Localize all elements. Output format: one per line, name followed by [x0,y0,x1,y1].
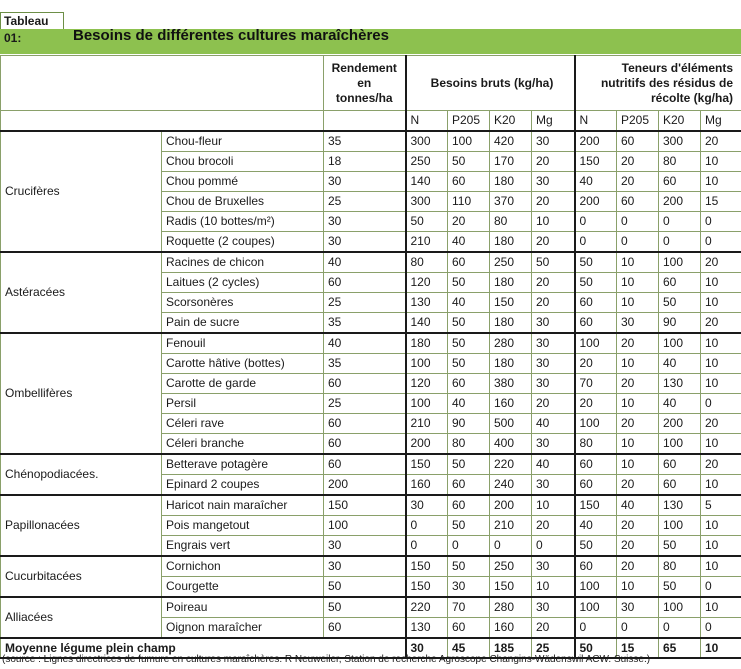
header-teneurs: Teneurs d'éléments nutritifs des résidus de récolte (kg/ha) [575,56,741,111]
value-cell: 0 [490,536,532,557]
rendement-cell: 30 [324,212,406,232]
value-cell: 30 [532,131,575,152]
family-cell: Cucurbitacées [1,556,162,597]
value-cell: 20 [617,516,659,536]
value-cell: 50 [659,536,701,557]
value-cell: 10 [532,577,575,598]
value-cell: 30 [406,495,448,516]
rendement-cell: 40 [324,333,406,354]
rendement-cell: 30 [324,172,406,192]
value-cell: 20 [617,374,659,394]
value-cell: 160 [490,394,532,414]
value-cell: 20 [532,618,575,639]
average-value-cell: 45 [448,638,490,658]
value-cell: 100 [575,333,617,354]
family-cell: Papillonacées [1,495,162,556]
value-cell: 50 [659,577,701,598]
value-cell: 60 [659,454,701,475]
culture-cell: Céleri rave [162,414,324,434]
value-cell: 60 [448,475,490,496]
average-value-cell: 185 [490,638,532,658]
culture-cell: Oignon maraîcher [162,618,324,639]
rendement-cell: 25 [324,192,406,212]
culture-cell: Pain de sucre [162,313,324,334]
culture-cell: Chou brocoli [162,152,324,172]
average-value-cell: 10 [701,638,741,658]
value-cell: 30 [532,556,575,577]
value-cell: 80 [406,252,448,273]
value-cell: 0 [575,232,617,253]
value-cell: 40 [659,354,701,374]
value-cell: 0 [659,232,701,253]
value-cell: 300 [406,192,448,212]
subheader-p205: P205 [448,111,490,132]
value-cell: 130 [659,374,701,394]
value-cell: 20 [617,536,659,557]
value-cell: 50 [575,273,617,293]
rendement-cell: 150 [324,495,406,516]
value-cell: 40 [617,495,659,516]
rendement-cell: 60 [324,434,406,455]
value-cell: 50 [575,536,617,557]
table-row [1,333,741,354]
value-cell: 10 [617,273,659,293]
value-cell: 20 [532,394,575,414]
value-cell: 180 [490,273,532,293]
value-cell: 100 [406,354,448,374]
value-cell: 400 [490,434,532,455]
value-cell: 150 [490,577,532,598]
value-cell: 60 [659,475,701,496]
culture-cell: Betterave potagère [162,454,324,475]
value-cell: 0 [701,618,741,639]
subheader-p205: P205 [617,111,659,132]
rendement-cell: 25 [324,394,406,414]
table-row [1,252,741,273]
value-cell: 90 [659,313,701,334]
table-row [1,597,741,618]
value-cell: 30 [532,475,575,496]
value-cell: 10 [701,293,741,313]
value-cell: 10 [701,556,741,577]
value-cell: 0 [701,212,741,232]
value-cell: 240 [490,475,532,496]
value-cell: 100 [659,252,701,273]
value-cell: 210 [406,414,448,434]
value-cell: 60 [617,192,659,212]
value-cell: 60 [448,374,490,394]
value-cell: 50 [448,313,490,334]
value-cell: 50 [448,273,490,293]
value-cell: 0 [701,232,741,253]
family-cell: Ombellifères [1,333,162,454]
title-bar [0,29,741,54]
value-cell: 0 [701,577,741,598]
value-cell: 20 [532,152,575,172]
average-value-cell: 15 [617,638,659,658]
rendement-cell: 30 [324,556,406,577]
rendement-cell: 60 [324,374,406,394]
table-number-label: Tableau 01: [0,12,64,29]
value-cell: 20 [532,192,575,212]
average-label: Moyenne légume plein champ [1,638,406,658]
value-cell: 30 [448,577,490,598]
value-cell: 0 [448,536,490,557]
value-cell: 15 [701,192,741,212]
culture-cell: Carotte hâtive (bottes) [162,354,324,374]
value-cell: 200 [406,434,448,455]
value-cell: 0 [406,516,448,536]
value-cell: 40 [448,293,490,313]
value-cell: 20 [617,556,659,577]
value-cell: 370 [490,192,532,212]
value-cell: 40 [575,172,617,192]
value-cell: 220 [490,454,532,475]
value-cell: 40 [532,454,575,475]
rendement-cell: 30 [324,232,406,253]
culture-cell: Laitues (2 cycles) [162,273,324,293]
value-cell: 30 [532,172,575,192]
value-cell: 10 [701,333,741,354]
value-cell: 10 [701,273,741,293]
value-cell: 110 [448,192,490,212]
value-cell: 80 [659,152,701,172]
value-cell: 20 [575,354,617,374]
rendement-cell: 40 [324,252,406,273]
value-cell: 60 [448,252,490,273]
value-cell: 100 [659,516,701,536]
value-cell: 50 [575,252,617,273]
value-cell: 10 [617,454,659,475]
value-cell: 150 [575,495,617,516]
crop-needs-table [0,55,741,659]
value-cell: 20 [532,516,575,536]
value-cell: 280 [490,597,532,618]
value-cell: 60 [575,556,617,577]
value-cell: 90 [448,414,490,434]
value-cell: 100 [659,333,701,354]
culture-cell: Poireau [162,597,324,618]
table-row [1,556,741,577]
rendement-cell: 60 [324,414,406,434]
culture-cell: Fenouil [162,333,324,354]
table-row [1,495,741,516]
value-cell: 160 [490,618,532,639]
value-cell: 130 [406,293,448,313]
value-cell: 30 [532,597,575,618]
average-value-cell: 30 [406,638,448,658]
rendement-cell: 18 [324,152,406,172]
value-cell: 60 [659,273,701,293]
value-cell: 20 [701,454,741,475]
value-cell: 50 [448,556,490,577]
subheader-n: N [575,111,617,132]
value-cell: 50 [448,354,490,374]
rendement-cell: 35 [324,131,406,152]
value-cell: 50 [406,212,448,232]
value-cell: 10 [532,212,575,232]
value-cell: 10 [701,172,741,192]
value-cell: 50 [659,293,701,313]
value-cell: 0 [575,618,617,639]
value-cell: 380 [490,374,532,394]
value-cell: 20 [617,475,659,496]
value-cell: 100 [575,597,617,618]
value-cell: 10 [617,293,659,313]
culture-cell: Radis (10 bottes/m²) [162,212,324,232]
value-cell: 20 [617,172,659,192]
value-cell: 210 [490,516,532,536]
value-cell: 50 [448,516,490,536]
value-cell: 0 [575,212,617,232]
value-cell: 60 [575,454,617,475]
culture-cell: Céleri branche [162,434,324,455]
value-cell: 20 [448,212,490,232]
value-cell: 60 [575,313,617,334]
value-cell: 220 [406,597,448,618]
value-cell: 10 [701,152,741,172]
rendement-cell: 60 [324,273,406,293]
value-cell: 20 [532,232,575,253]
value-cell: 130 [659,495,701,516]
value-cell: 300 [659,131,701,152]
value-cell: 60 [448,495,490,516]
value-cell: 60 [575,293,617,313]
rendement-cell: 50 [324,597,406,618]
value-cell: 50 [448,333,490,354]
value-cell: 30 [532,333,575,354]
value-cell: 80 [490,212,532,232]
rendement-cell: 50 [324,577,406,598]
value-cell: 0 [617,212,659,232]
culture-cell: Chou pommé [162,172,324,192]
value-cell: 10 [617,252,659,273]
value-cell: 160 [406,475,448,496]
value-cell: 10 [617,577,659,598]
value-cell: 180 [490,354,532,374]
family-cell: Chénopodiacées. [1,454,162,495]
value-cell: 210 [406,232,448,253]
value-cell: 20 [701,414,741,434]
value-cell: 50 [448,454,490,475]
value-cell: 40 [532,414,575,434]
value-cell: 10 [617,354,659,374]
value-cell: 20 [532,293,575,313]
rendement-cell: 100 [324,516,406,536]
rendement-cell: 60 [324,454,406,475]
rendement-cell: 35 [324,313,406,334]
culture-cell: Engrais vert [162,536,324,557]
value-cell: 70 [575,374,617,394]
value-cell: 10 [701,354,741,374]
subheader-blank-rendement [324,111,406,132]
rendement-cell: 60 [324,618,406,639]
value-cell: 60 [448,618,490,639]
value-cell: 250 [490,252,532,273]
rendement-cell: 30 [324,536,406,557]
value-cell: 10 [701,536,741,557]
header-blank [1,56,324,111]
average-value-cell: 25 [532,638,575,658]
subheader-k20: K20 [490,111,532,132]
value-cell: 80 [448,434,490,455]
value-cell: 70 [448,597,490,618]
value-cell: 80 [575,434,617,455]
value-cell: 150 [406,454,448,475]
culture-cell: Cornichon [162,556,324,577]
value-cell: 10 [617,434,659,455]
value-cell: 0 [617,618,659,639]
culture-cell: Epinard 2 coupes [162,475,324,496]
value-cell: 200 [575,192,617,212]
value-cell: 20 [701,131,741,152]
table-row [1,131,741,152]
value-cell: 30 [532,313,575,334]
value-cell: 50 [532,252,575,273]
rendement-cell: 25 [324,293,406,313]
value-cell: 0 [701,394,741,414]
value-cell: 180 [406,333,448,354]
value-cell: 30 [617,597,659,618]
value-cell: 200 [659,192,701,212]
culture-cell: Scorsonères [162,293,324,313]
value-cell: 130 [406,618,448,639]
value-cell: 20 [701,252,741,273]
culture-cell: Haricot nain maraîcher [162,495,324,516]
value-cell: 50 [448,152,490,172]
value-cell: 250 [490,556,532,577]
value-cell: 420 [490,131,532,152]
value-cell: 30 [617,313,659,334]
value-cell: 300 [406,131,448,152]
value-cell: 100 [659,597,701,618]
value-cell: 100 [575,577,617,598]
value-cell: 10 [617,394,659,414]
value-cell: 60 [659,172,701,192]
value-cell: 280 [490,333,532,354]
value-cell: 5 [701,495,741,516]
average-value-cell: 65 [659,638,701,658]
culture-cell: Persil [162,394,324,414]
value-cell: 180 [490,232,532,253]
value-cell: 20 [532,273,575,293]
value-cell: 40 [659,394,701,414]
rendement-cell: 35 [324,354,406,374]
value-cell: 140 [406,313,448,334]
value-cell: 100 [448,131,490,152]
value-cell: 100 [406,394,448,414]
value-cell: 100 [575,414,617,434]
culture-cell: Chou-fleur [162,131,324,152]
value-cell: 0 [532,536,575,557]
subheader-mg: Mg [532,111,575,132]
subheader-mg: Mg [701,111,741,132]
family-cell: Crucifères [1,131,162,252]
family-cell: Alliacées [1,597,162,638]
value-cell: 40 [448,394,490,414]
family-cell: Astéracées [1,252,162,333]
value-cell: 10 [532,495,575,516]
culture-cell: Carotte de garde [162,374,324,394]
value-cell: 10 [701,374,741,394]
culture-cell: Pois mangetout [162,516,324,536]
header-rendement: Rendement en tonnes/ha [324,56,406,111]
value-cell: 30 [532,354,575,374]
value-cell: 30 [532,374,575,394]
value-cell: 180 [490,313,532,334]
value-cell: 100 [659,434,701,455]
value-cell: 200 [490,495,532,516]
value-cell: 200 [659,414,701,434]
value-cell: 170 [490,152,532,172]
value-cell: 140 [406,172,448,192]
value-cell: 60 [448,172,490,192]
value-cell: 20 [575,394,617,414]
culture-cell: Racines de chicon [162,252,324,273]
value-cell: 150 [406,577,448,598]
value-cell: 200 [575,131,617,152]
value-cell: 250 [406,152,448,172]
culture-cell: Roquette (2 coupes) [162,232,324,253]
rendement-cell: 200 [324,475,406,496]
value-cell: 0 [659,212,701,232]
value-cell: 40 [575,516,617,536]
value-cell: 30 [532,434,575,455]
value-cell: 150 [575,152,617,172]
value-cell: 60 [575,475,617,496]
value-cell: 120 [406,273,448,293]
value-cell: 0 [659,618,701,639]
value-cell: 500 [490,414,532,434]
value-cell: 20 [617,414,659,434]
table-title: Besoins de différentes cultures maraîchères [73,27,389,44]
value-cell: 40 [448,232,490,253]
value-cell: 180 [490,172,532,192]
culture-cell: Courgette [162,577,324,598]
value-cell: 20 [617,152,659,172]
value-cell: 150 [406,556,448,577]
header-besoins: Besoins bruts (kg/ha) [406,56,575,111]
value-cell: 20 [701,313,741,334]
value-cell: 80 [659,556,701,577]
value-cell: 10 [701,516,741,536]
subheader-blank [1,111,324,132]
value-cell: 10 [701,434,741,455]
subheader-k20: K20 [659,111,701,132]
table-row [1,454,741,475]
value-cell: 120 [406,374,448,394]
value-cell: 10 [701,597,741,618]
average-value-cell: 50 [575,638,617,658]
source-note: (source : Lignes directrices de fumure en cultures maraîchères. R Neuweiler, Station de recherche Agroscope Changins-Wädenswil ACW. Suisse.) [2,654,651,665]
value-cell: 0 [617,232,659,253]
value-cell: 20 [617,333,659,354]
value-cell: 10 [701,475,741,496]
value-cell: 0 [406,536,448,557]
value-cell: 60 [617,131,659,152]
value-cell: 150 [490,293,532,313]
culture-cell: Chou de Bruxelles [162,192,324,212]
subheader-n: N [406,111,448,132]
